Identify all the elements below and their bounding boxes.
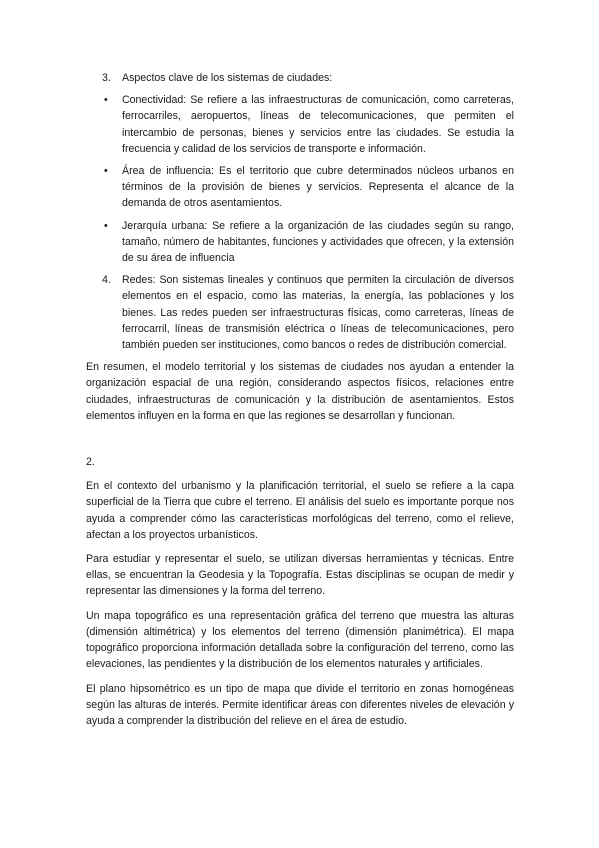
list-item-text: Jerarquía urbana: Se refiere a la organización de las ciudades según su rango, tamaño, número de habitantes, funciones y actividades que ofrecen, y la extensión de su área de influencia xyxy=(122,219,514,265)
summary-paragraph: En resumen, el modelo territorial y los sistemas de ciudades nos ayudan a entender la organización espacial de una región, considerando aspectos físicos, relaciones entre ciudades, infraestructuras de comunicación y la distribución de asentamientos. Estos elementos influyen en la forma en que las regiones se desarrollan y funcionan. xyxy=(86,361,514,422)
paragraph-mapa-topografico: Un mapa topográfico es una representación gráfica del terreno que muestra las alturas (dimensión altimétrica) y los elementos del terreno (dimensión planimétrica). El mapa topográfico proporciona información detallada sobre la configuración del terreno, como las elevaciones, las pendientes y la distribución de los elementos naturales y artificiales. xyxy=(86,609,514,671)
paragraph-herramientas: Para estudiar y representar el suelo, se utilizan diversas herramientas y técnicas. Entre ellas, se encuentran la Geodesia y la Topografía. Estas disciplinas se ocupan de medir y representar las dimensiones y la forma del terreno. xyxy=(86,553,514,598)
list-item-text: Redes: Son sistemas lineales y continuos que permiten la circulación de diversos elementos en el espacio, como las materias, la energía, las poblaciones y los bienes. Las redes pueden ser infraestructuras físicas, como carreteras, líneas de ferrocarril, líneas de transmisión eléctrica o líneas de telecomunicaciones, pero también pueden ser instituciones, como bancos o redes de distribución comercial. xyxy=(122,274,514,352)
list-item-text: Aspectos clave de los sistemas de ciudades: xyxy=(122,72,333,84)
section-gap xyxy=(86,432,514,454)
list-item-area-influencia xyxy=(86,163,514,212)
list-item-aspectos xyxy=(86,70,514,86)
bullet-icon: • xyxy=(104,94,108,107)
section-number: 2. xyxy=(86,456,95,469)
list-item-jerarquia xyxy=(86,218,514,267)
document-body xyxy=(86,70,514,737)
paragraph-plano-hipsometrico: El plano hipsométrico es un tipo de mapa que divide el territorio en zonas homogéneas según las alturas de interés. Permite identificar áreas con diferentes niveles de elevación y ayuda a comprender la distribución del relieve en el área de estudio. xyxy=(86,682,514,727)
list-item-text: Área de influencia: Es el territorio que cubre determinados núcleos urbanos en términos de la provisión de bienes y servicios. Representa el alcance de la demanda de otros asentamientos. xyxy=(122,165,514,210)
list-number: 4. xyxy=(102,274,111,287)
list-item-conectividad xyxy=(86,92,514,157)
list-item-text: Conectividad: Se refiere a las infraestructuras de comunicación, como carreteras, ferrocarriles, aeropuertos, líneas de telecomunicaciones, que permiten el intercambio de personas, bienes y servicios entre las ciudades. Se estudia la frecuencia y calidad de los servicios de transporte e información. xyxy=(122,94,514,155)
paragraph-suelo: En el contexto del urbanismo y la planificación territorial, el suelo se refiere a la capa superficial de la Tierra que cubre el terreno. El análisis del suelo es importante porque nos ayuda a comprender cómo las características morfológicas del terreno, como el relieve, afectan a los proyectos urbanísticos. xyxy=(86,480,514,541)
list-item-redes xyxy=(86,272,514,353)
bullet-icon: • xyxy=(104,165,108,178)
list-number: 3. xyxy=(102,72,111,84)
bullet-icon: • xyxy=(104,219,108,232)
